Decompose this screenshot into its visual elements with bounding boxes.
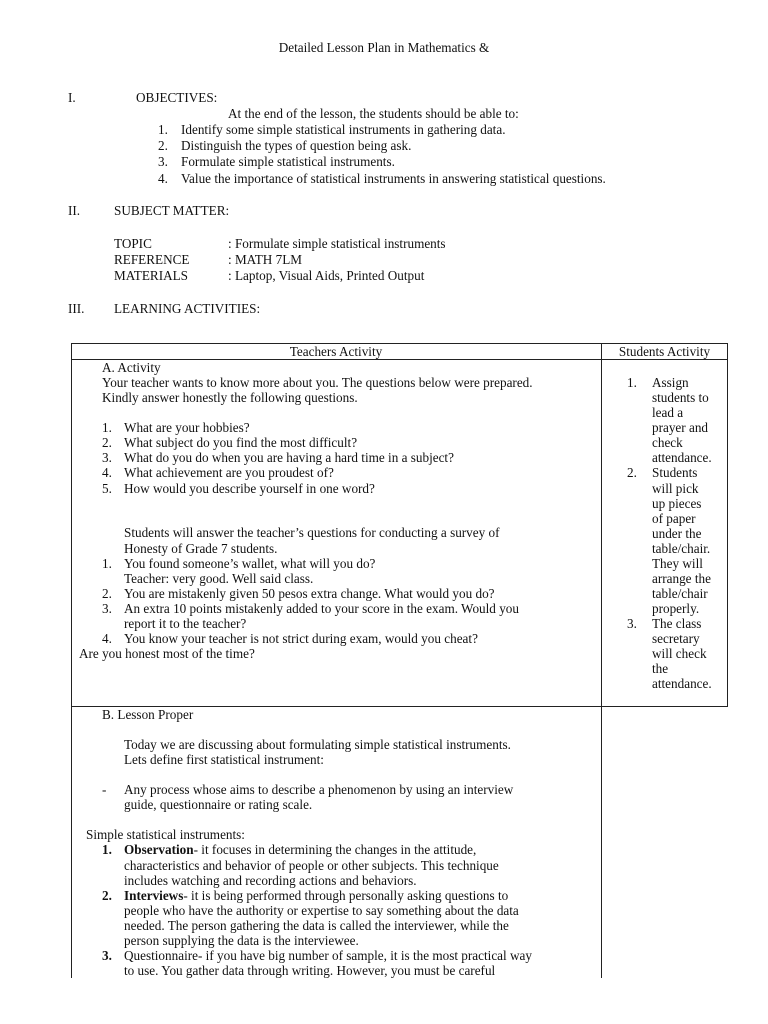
honesty-question: You found someone’s wallet, what will you do? [124,556,376,571]
question-number: 2. [102,435,112,450]
student-activity-line: the [652,661,669,676]
honesty-number: 3. [102,601,112,616]
honesty-question: report it to the teacher? [124,616,247,631]
student-activity-line: table/chair. [652,541,711,556]
honesty-question: You know your teacher is not strict during exam, would you cheat? [124,631,478,646]
student-activity-number: 1. [627,375,637,390]
survey-intro: Honesty of Grade 7 students. [124,541,278,556]
question-number: 4. [102,465,112,480]
table-header-student: Students Activity [618,344,711,359]
page-title: Detailed Lesson Plan in Mathematics & [278,40,490,55]
honesty-closing: Are you honest most of the time? [79,646,255,661]
instrument-number: 1. [102,842,112,857]
subject-value: : MATH 7LM [228,252,302,267]
subject-value: : Formulate simple statistical instruments [228,236,446,251]
lesson-text: Today we are discussing about formulating simple statistical instruments. [124,737,511,752]
subject-value: : Laptop, Visual Aids, Printed Output [228,268,425,283]
table-header-teacher: Teachers Activity [289,344,383,359]
honesty-question: You are mistakenly given 50 pesos extra change. What would you do? [124,586,495,601]
student-activity-line: check [652,435,683,450]
instrument-description: needed. The person gathering the data is called the interviewer, while the [124,918,509,933]
instrument-description: person supplying the data is the interviewee. [124,933,359,948]
objective-number: 4. [158,171,168,186]
question-number: 3. [102,450,112,465]
activity-label: A. Activity [102,360,161,375]
student-activity-line: Students [652,465,698,480]
instrument-number: 3. [102,948,112,963]
question-item: What achievement are you proudest of? [124,465,334,480]
student-activity-line: lead a [652,405,684,420]
subject-label: TOPIC [114,236,152,251]
objective-item: Formulate simple statistical instruments. [181,154,395,169]
definition-text: Any process whose aims to describe a phenomenon by using an interview [124,782,514,797]
table-border-right [727,343,728,706]
instrument-number: 2. [102,888,112,903]
student-activity-line: secretary [652,631,700,646]
section-heading-activities: LEARNING ACTIVITIES: [114,301,261,316]
question-item: What are your hobbies? [124,420,250,435]
student-activity-line: of paper [652,511,696,526]
student-activity-line: under the [652,526,702,541]
student-activity-line: attendance. [652,450,712,465]
definition-dash: - [102,782,107,797]
student-activity-line: attendance. [652,676,712,691]
instrument-term: Observation [124,842,194,857]
student-activity-line: arrange the [652,571,711,586]
student-activity-line: students to [652,390,709,405]
instrument-observation [124,842,476,857]
subject-label: MATERIALS [114,268,188,283]
student-activity-line: will check [652,646,707,661]
objective-item: Distinguish the types of question being ask. [181,138,412,153]
honesty-number: 2. [102,586,112,601]
objective-item: Identify some simple statistical instruments in gathering data. [181,122,506,137]
question-number: 1. [102,420,112,435]
instrument-questionnaire: Questionnaire- if you have big number of sample, it is the most practical way [124,948,532,963]
section-heading-subject: SUBJECT MATTER: [114,203,230,218]
question-item: How would you describe yourself in one word? [124,481,375,496]
instrument-term: Interviews [124,888,184,903]
objective-number: 2. [158,138,168,153]
student-activity-number: 2. [627,465,637,480]
instrument-description: - it is being performed through personally asking questions to [183,888,509,903]
section-heading-objectives: OBJECTIVES: [136,90,218,105]
instruments-heading: Simple statistical instruments: [86,827,245,842]
objectives-intro: At the end of the lesson, the students should be able to: [228,106,519,121]
instrument-description: includes watching and recording actions and behaviors. [124,873,417,888]
activity-intro: Your teacher wants to know more about you. The questions below were prepared. [102,375,533,390]
section-numeral-objectives: I. [68,90,76,105]
objective-item: Value the importance of statistical instruments in answering statistical questions. [181,171,606,186]
student-activity-line: The class [652,616,702,631]
instrument-description: to use. You gather data through writing. However, you must be careful [124,963,496,978]
question-number: 5. [102,481,112,496]
honesty-number: 1. [102,556,112,571]
instrument-description: - it focuses in determining the changes in the attitude, [193,842,477,857]
question-item: What do you do when you are having a hard time in a subject? [124,450,454,465]
student-activity-line: will pick [652,481,699,496]
survey-intro: Students will answer the teacher’s questions for conducting a survey of [124,525,500,540]
objective-number: 3. [158,154,168,169]
student-activity-line: prayer and [652,420,709,435]
objective-number: 1. [158,122,168,137]
honesty-number: 4. [102,631,112,646]
student-activity-number: 3. [627,616,637,631]
table-column-divider [601,343,602,978]
table-border-left [71,343,72,978]
instrument-interviews [124,888,508,903]
activity-intro: Kindly answer honestly the following questions. [102,390,358,405]
subject-label: REFERENCE [114,252,190,267]
definition-text: guide, questionnaire or rating scale. [124,797,313,812]
question-item: What subject do you find the most difficult? [124,435,358,450]
section-numeral-activities: III. [68,301,85,316]
honesty-question: An extra 10 points mistakenly added to your score in the exam. Would you [124,601,519,616]
student-activity-line: table/chair [652,586,708,601]
lesson-label: B. Lesson Proper [102,707,194,722]
honesty-question: Teacher: very good. Well said class. [124,571,314,586]
student-activity-line: Assign [652,375,689,390]
student-activity-line: They will [652,556,703,571]
student-activity-line: up pieces [652,496,702,511]
section-numeral-subject: II. [68,203,81,218]
instrument-description: people who have the authority or expertise to say something about the data [124,903,519,918]
student-activity-line: properly. [652,601,700,616]
lesson-text: Lets define first statistical instrument: [124,752,324,767]
instrument-description: characteristics and behavior of people or other subjects. This technique [124,858,499,873]
